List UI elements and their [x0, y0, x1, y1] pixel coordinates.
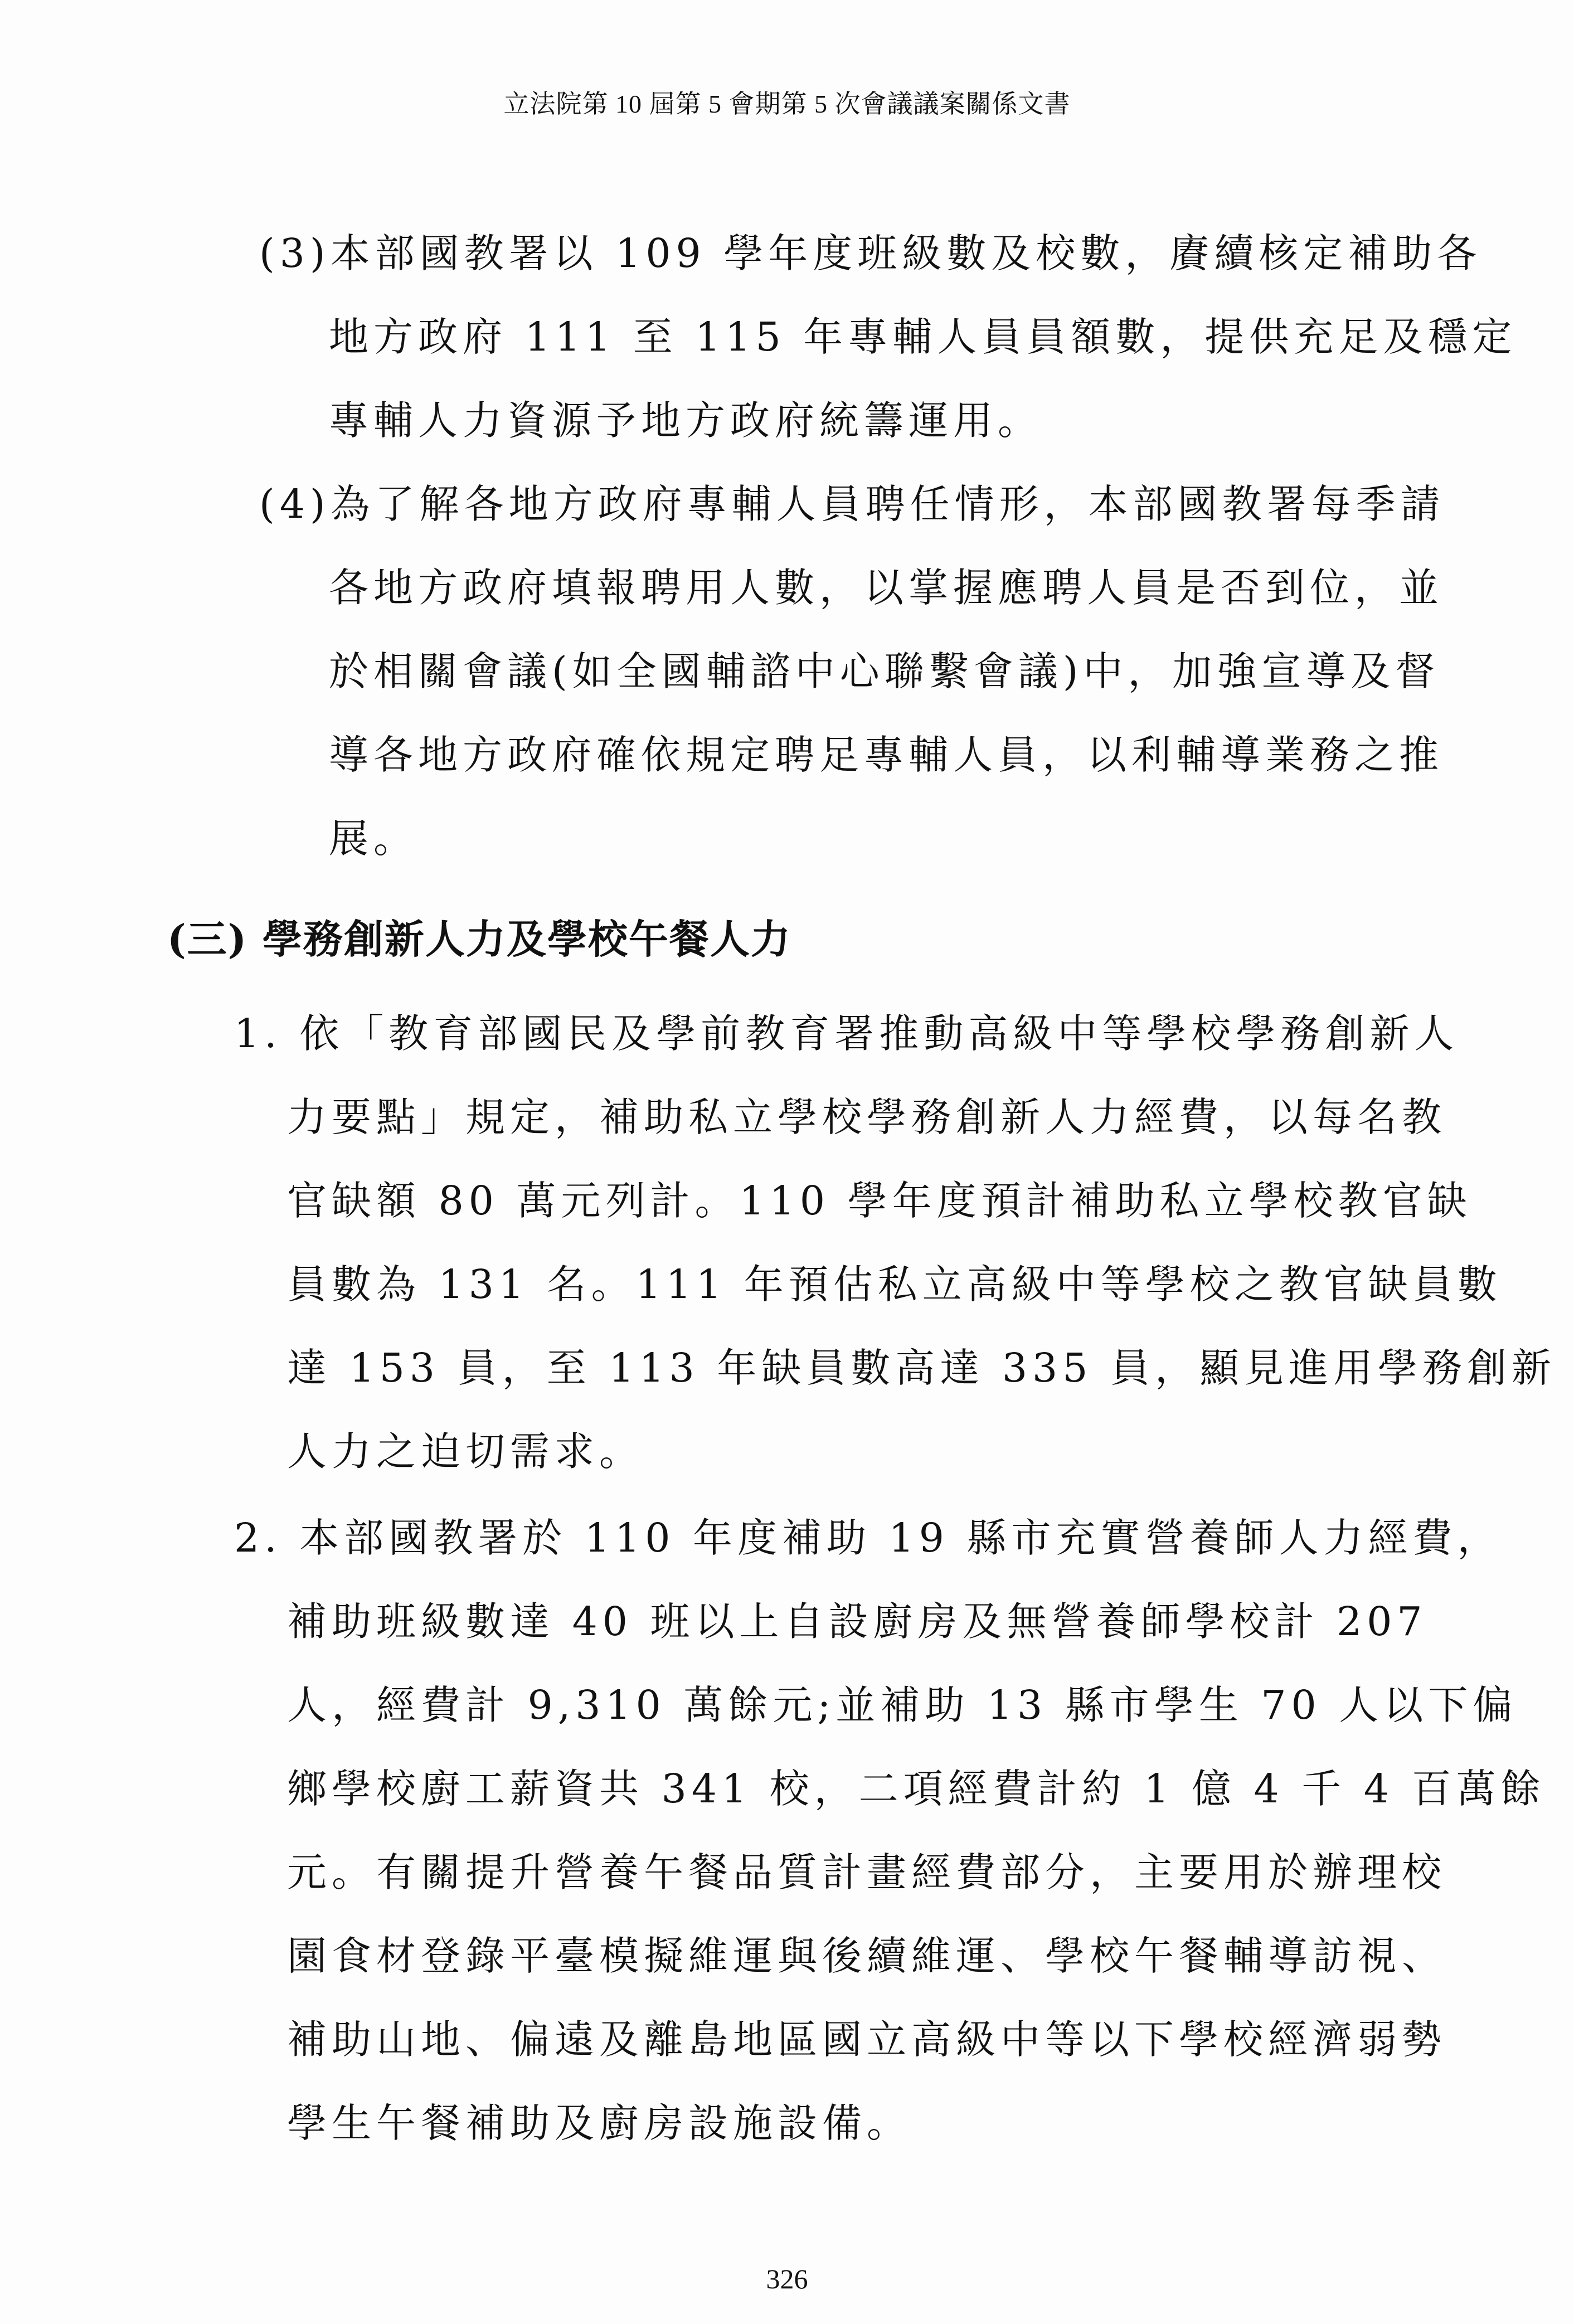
item-4-line-3: 於相關會議(如全國輔諮中心聯繫會議)中，加強宣導及督 [329, 648, 1440, 694]
section-title: (三) 學務創新人力及學校午餐人力 [167, 916, 791, 962]
point-1-line-4: 員數為 131 名。111 年預估私立高級中等學校之教官缺員數 [287, 1261, 1502, 1307]
point-2-line-5: 元。有關提升營養午餐品質計畫經費部分，主要用於辦理校 [287, 1849, 1447, 1895]
item-4-line-4: 導各地方政府確依規定聘足專輔人員，以利輔導業務之推 [329, 732, 1444, 778]
point-2-line-3: 人，經費計 9,310 萬餘元;並補助 13 縣市學生 70 人以下偏 [287, 1682, 1518, 1728]
point-1-line-1: 1. 依「教育部國民及學前教育署推動高級中等學校學務創新人 [234, 1010, 1459, 1057]
item-4-line-1: (4)為了解各地方政府專輔人員聘任情形，本部國教署每季請 [259, 481, 1445, 527]
point-1-line-3: 官缺額 80 萬元列計。110 學年度預計補助私立學校教官缺 [287, 1178, 1472, 1224]
point-1-line-6: 人力之迫切需求。 [287, 1428, 644, 1475]
page-number: 326 [766, 2263, 808, 2294]
document-header: 立法院第 10 屆第 5 會期第 5 次會議議案關係文書 [503, 90, 1071, 118]
item-4-line-2: 各地方政府填報聘用人數，以掌握應聘人員是否到位，並 [329, 565, 1444, 611]
point-1-line-2: 力要點」規定，補助私立學校學務創新人力經費，以每名教 [287, 1094, 1447, 1140]
item-3-line-1: (3)本部國教署以 109 學年度班級數及校數，賡續核定補助各 [259, 230, 1482, 276]
point-2-line-8: 學生午餐補助及廚房設施設備。 [287, 2100, 912, 2146]
point-2-line-7: 補助山地、偏遠及離島地區國立高級中等以下學校經濟弱勢 [287, 2016, 1447, 2063]
point-2-line-2: 補助班級數達 40 班以上自設廚房及無營養師學校計 207 [287, 1598, 1427, 1645]
point-1-line-5: 達 153 員，至 113 年缺員數高達 335 員，顯見進用學務創新 [287, 1345, 1556, 1391]
point-2-line-4: 鄉學校廚工薪資共 341 校，二項經費計約 1 億 4 千 4 百萬餘 [287, 1766, 1546, 1812]
point-2-line-6: 園食材登錄平臺模擬維運與後續維運、學校午餐輔導訪視、 [287, 1933, 1447, 1979]
item-3-line-3: 專輔人力資源予地方政府統籌運用。 [329, 397, 1043, 444]
point-2-line-1: 2. 本部國教署於 110 年度補助 19 縣市充實營養師人力經費， [234, 1515, 1502, 1561]
item-4-line-5: 展。 [329, 815, 419, 862]
item-3-line-2: 地方政府 111 至 115 年專輔人員員額數，提供充足及穩定 [329, 314, 1517, 360]
